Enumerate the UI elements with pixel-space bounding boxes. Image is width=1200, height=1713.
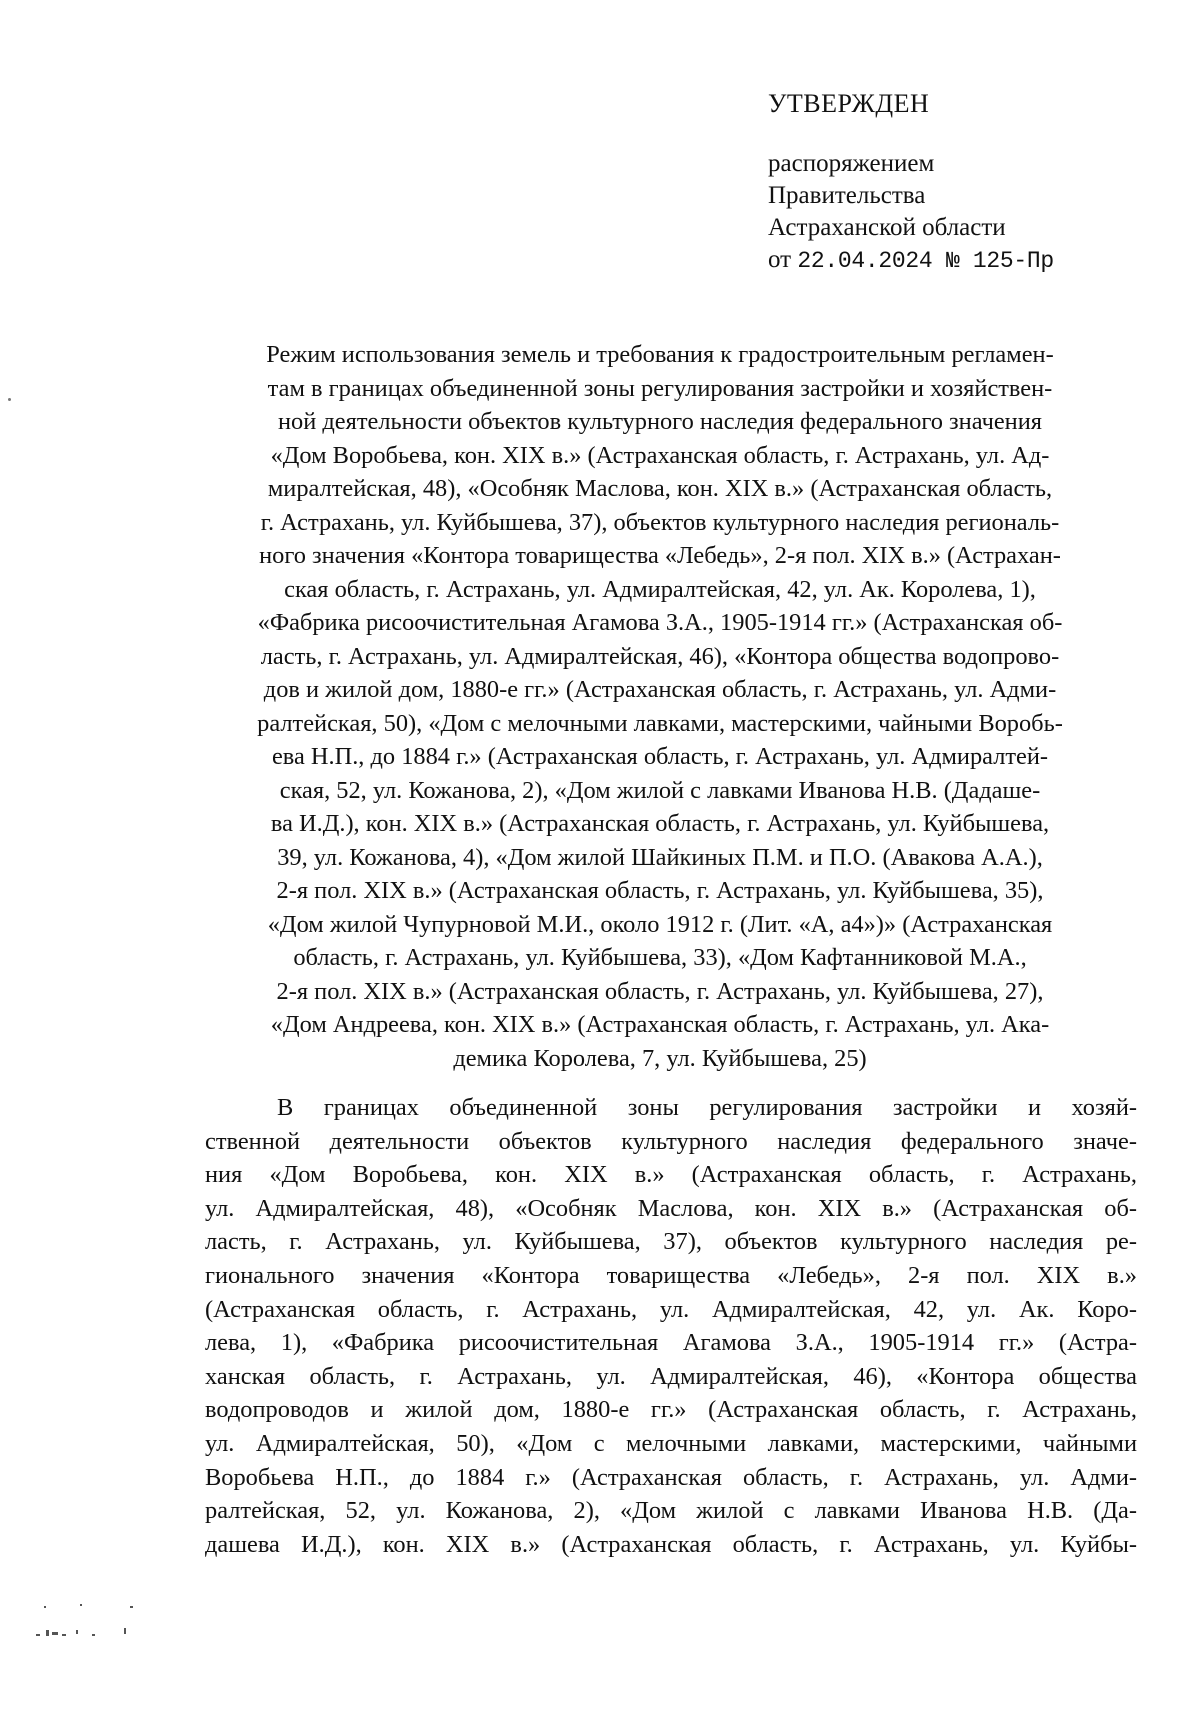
title-line: ская, 52, ул. Кожанова, 2), «Дом жилой с лавками Иванова Н.В. (Дадаше- <box>279 776 1041 804</box>
approval-line-order: распоряжением <box>768 150 935 177</box>
title-line: там в границах объединенной зоны регулирования застройки и хозяйствен- <box>267 374 1053 402</box>
body-line: ласть, г. Астрахань, ул. Куйбышева, 37), объектов культурного наследия ре- <box>205 1228 1137 1256</box>
body-line: дашева И.Д.), кон. XIX в.» (Астраханская область, г. Астрахань, ул. Куйбы- <box>205 1530 1137 1558</box>
title-line: демика Королева, 7, ул. Куйбышева, 25) <box>453 1044 867 1072</box>
body-line: В границах объединенной зоны регулирования застройки и хозяй- <box>277 1094 1137 1121</box>
body-line: ханская область, г. Астрахань, ул. Адмиралтейская, 46), «Контора общества <box>205 1362 1137 1390</box>
title-line: 2-я пол. XIX в.» (Астраханская область, г. Астрахань, ул. Куйбышева, 27), <box>276 977 1044 1005</box>
body-line: ул. Адмиралтейская, 50), «Дом с мелочными лавками, мастерскими, чайными <box>205 1429 1137 1457</box>
title-line: 39, ул. Кожанова, 4), «Дом жилой Шайкиных П.М. и П.О. (Авакова А.А.), <box>277 843 1043 871</box>
body-line: гионального значения «Контора товарищества «Лебедь», 2-я пол. XIX в.» <box>205 1261 1137 1289</box>
title-line: г. Астрахань, ул. Куйбышева, 37), объектов культурного наследия региональ- <box>260 508 1060 536</box>
approval-date-number: 22.04.2024 № 125-Пр <box>797 248 1054 274</box>
approval-line-region: Астраханской области <box>768 214 1006 241</box>
title-line: ралтейская, 50), «Дом с мелочными лавками, мастерскими, чайными Воробь- <box>257 709 1063 737</box>
body-line: ул. Адмиралтейская, 48), «Особняк Маслова, кон. XIX в.» (Астраханская об- <box>205 1194 1137 1222</box>
title-line: 2-я пол. XIX в.» (Астраханская область, г. Астрахань, ул. Куйбышева, 35), <box>276 877 1044 904</box>
body-paragraph <box>205 1091 1137 1561</box>
title-line: ласть, г. Астрахань, ул. Адмиралтейская, 46), «Контора общества водопрово- <box>260 642 1060 670</box>
title-line: Режим использования земель и требования к градостроительным регламен- <box>266 341 1054 368</box>
title-line: область, г. Астрахань, ул. Куйбышева, 33), «Дом Кафтанниковой М.А., <box>293 944 1027 971</box>
approval-line-government: Правительства <box>768 182 926 209</box>
title-line: «Фабрика рисоочистительная Агамова З.А., 1905-1914 гг.» (Астраханская об- <box>257 609 1063 636</box>
title-line: «Дом Воробьева, кон. XIX в.» (Астраханская область, г. Астрахань, ул. Ад- <box>270 441 1050 469</box>
title-line: «Дом жилой Чупурновой М.И., около 1912 г. (Лит. «А, а4»)» (Астраханская <box>267 910 1053 938</box>
title-line: ская область, г. Астрахань, ул. Адмиралтейская, 42, ул. Ак. Королева, 1), <box>284 575 1036 603</box>
body-line: (Астраханская область, г. Астрахань, ул. Адмиралтейская, 42, ул. Ак. Коро- <box>205 1295 1137 1323</box>
title-line: ва И.Д.), кон. XIX в.» (Астраханская область, г. Астрахань, ул. Куйбышева, <box>270 810 1050 837</box>
body-line: ралтейская, 52, ул. Кожанова, 2), «Дом жилой с лавками Иванова Н.В. (Да- <box>205 1497 1137 1525</box>
scan-speck <box>8 398 11 401</box>
scan-noise-corner <box>34 1600 154 1650</box>
body-line: лева, 1), «Фабрика рисоочистительная Агамова З.А., 1905-1914 гг.» (Астра- <box>205 1329 1137 1357</box>
title-line: ной деятельности объектов культурного наследия федерального значения <box>277 408 1042 435</box>
document-title <box>190 338 1130 1075</box>
body-line: ния «Дом Воробьева, кон. XIX в.» (Астраханская область, г. Астрахань, <box>205 1161 1137 1189</box>
body-line: водопроводов и жилой дом, 1880-е гг.» (Астраханская область, г. Астрахань, <box>205 1396 1137 1424</box>
title-line: «Дом Андреева, кон. XIX в.» (Астраханская область, г. Астрахань, ул. Ака- <box>270 1011 1050 1038</box>
title-line: ного значения «Контора товарищества «Лебедь», 2-я пол. XIX в.» (Астрахан- <box>259 542 1061 569</box>
title-line: миралтейская, 48), «Особняк Маслова, кон. XIX в.» (Астраханская область, <box>267 475 1053 502</box>
approval-line-date <box>768 244 1168 277</box>
approval-title: УТВЕРЖДЕН <box>768 89 930 118</box>
title-line: дов и жилой дом, 1880-е гг.» (Астраханская область, г. Астрахань, ул. Адми- <box>263 676 1057 703</box>
body-line: ственной деятельности объектов культурного наследия федерального значе- <box>205 1127 1137 1155</box>
approval-block <box>768 88 1168 277</box>
approval-date-prefix: от <box>768 246 798 273</box>
body-line: Воробьева Н.П., до 1884 г.» (Астраханская область, г. Астрахань, ул. Адми- <box>205 1463 1137 1491</box>
title-line: ева Н.П., до 1884 г.» (Астраханская область, г. Астрахань, ул. Адмиралтей- <box>271 743 1049 770</box>
